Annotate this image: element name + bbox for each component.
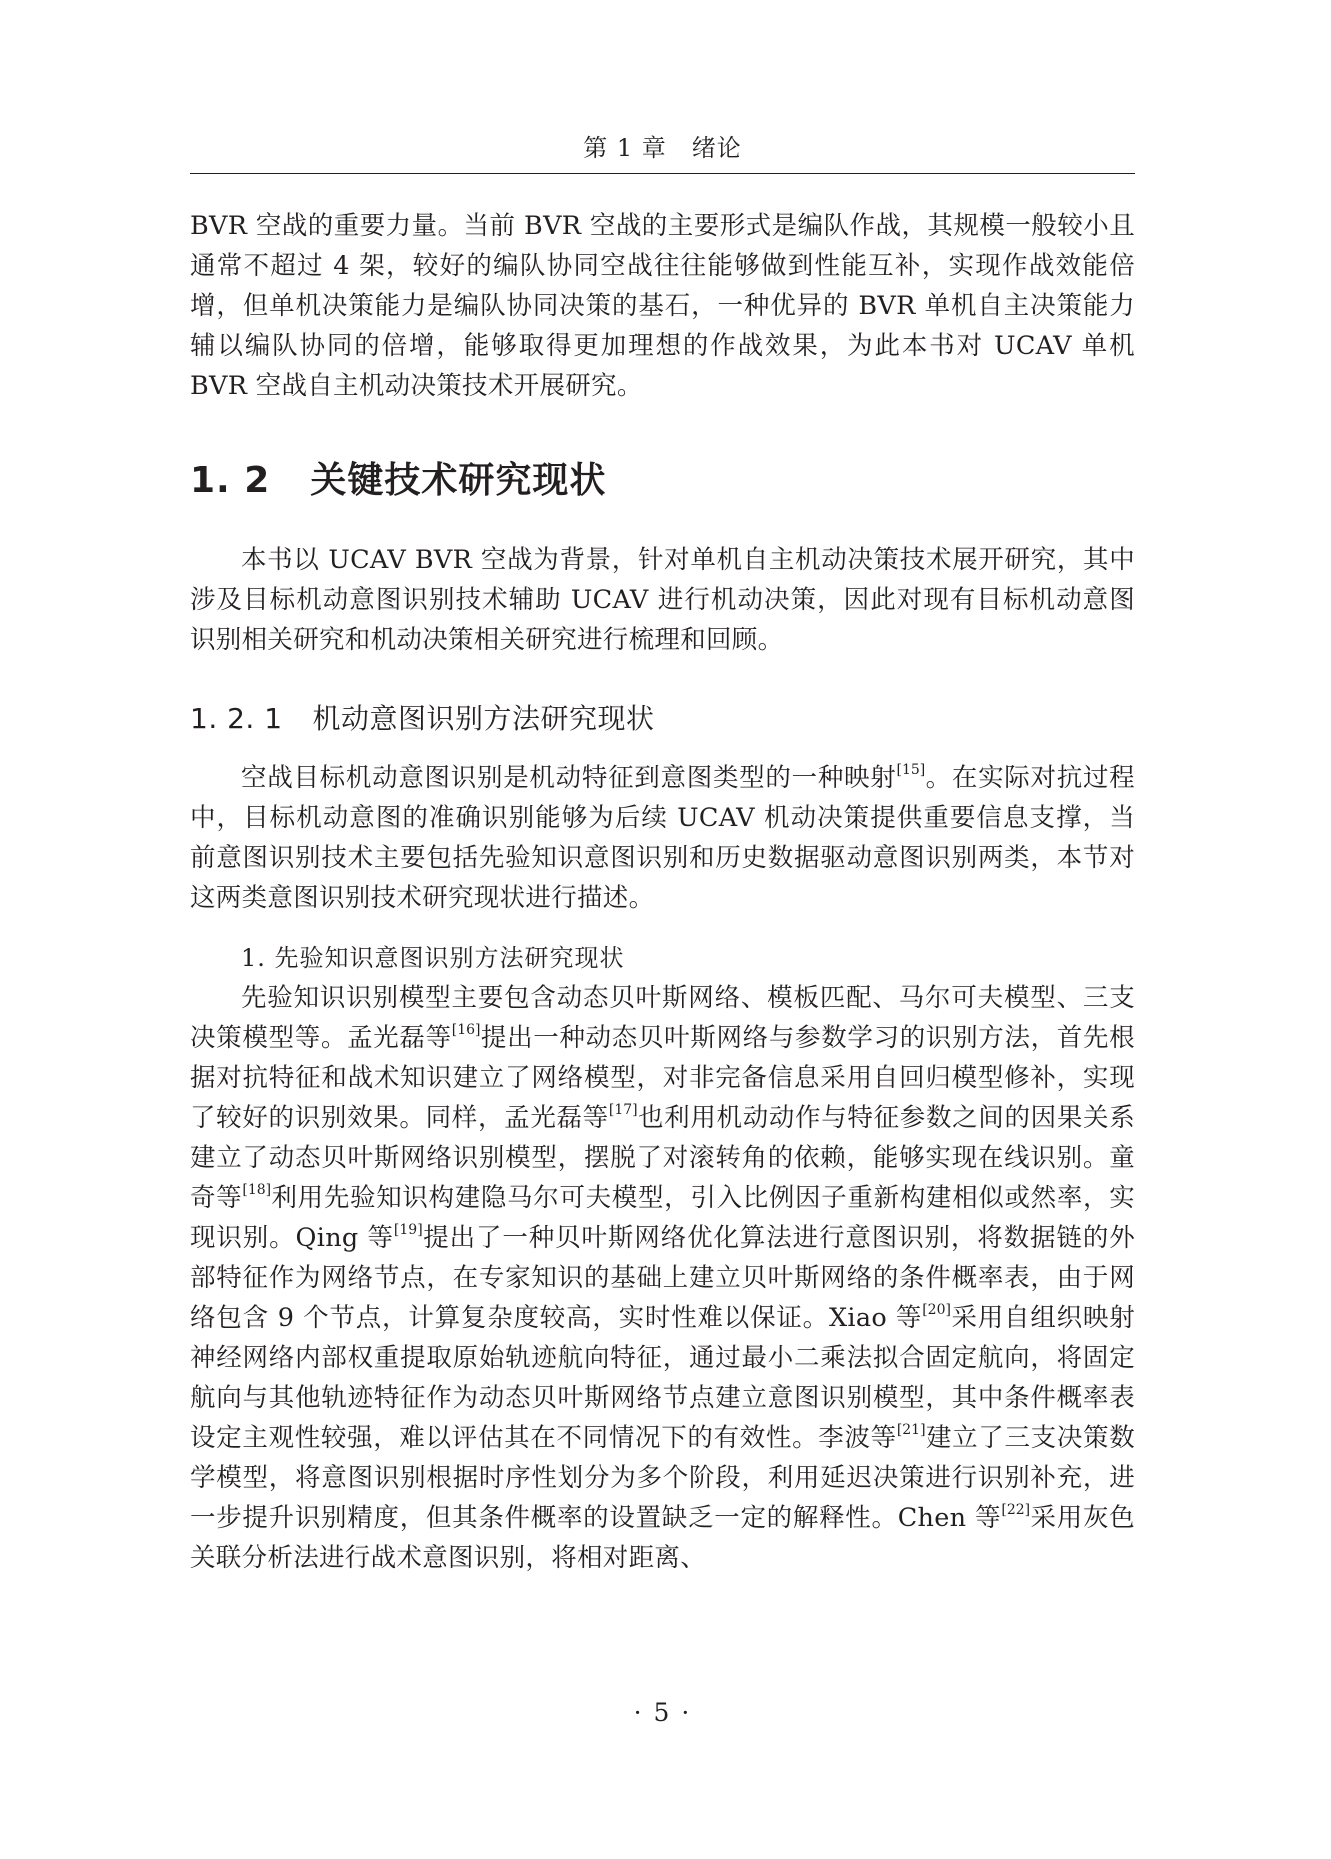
- text-run: 空战目标机动意图识别是机动特征到意图类型的一种映射: [241, 763, 897, 793]
- citation-21: [21]: [896, 1422, 926, 1438]
- intro-paragraph-block: [190, 206, 1135, 406]
- citation-20: [20]: [922, 1302, 951, 1318]
- text-run: 利用先验知识构建隐马尔可夫模型，引入比例因子重新构建相似或然率，实现识别。Qing 等: [190, 1183, 1135, 1253]
- section-heading: [190, 452, 606, 503]
- subsection-title: 机动意图识别方法研究现状: [312, 702, 655, 735]
- list-heading: 1. 先验知识意图识别方法研究现状: [241, 944, 625, 972]
- intro-paragraph: BVR 空战的重要力量。当前 BVR 空战的主要形式是编队作战，其规模一般较小且通常不超过 4 架，较好的编队协同空战往往能够做到性能互补，实现作战效能倍增，但单机决策能力是编队协同决策的基石，一种优异的 BVR 单机自主决策能力辅以编队协同的倍增，能够取得更加理想的作战效果，为此本书对 UCAV 单机 BVR 空战自主机动决策技术开展研究。: [190, 211, 1135, 401]
- citation-22: [22]: [1001, 1502, 1031, 1518]
- section-number: 1. 2: [190, 460, 271, 501]
- section-paragraph: 本书以 UCAV BVR 空战为背景，针对单机自主机动决策技术展开研究，其中涉及目标机动意图识别技术辅助 UCAV 进行机动决策，因此对现有目标机动意图识别相关研究和机动决策相关研究进行梳理和回顾。: [190, 545, 1135, 655]
- citation-19: [19]: [393, 1222, 423, 1238]
- text-run: 提出了一种贝叶斯网络优化算法进行意图识别，将数据链的外部特征作为网络节点，在专家知识的基础上建立贝叶斯网络的条件概率表，由于网络包含 9 个节点，计算复杂度较高，实时性难以保证。Xiao 等: [190, 1223, 1135, 1333]
- section-title: 关键技术研究现状: [310, 460, 607, 501]
- citation-18: [18]: [242, 1182, 272, 1198]
- page-number: · 5 ·: [633, 1698, 692, 1727]
- text-run: 建立了三支决策数学模型，将意图识别根据时序性划分为多个阶段，利用延迟决策进行识别补充，进一步提升识别精度，但其条件概率的设置缺乏一定的解释性。Chen 等: [190, 1423, 1135, 1533]
- running-header: 第 1 章 绪论: [583, 134, 742, 162]
- section-paragraph-block: [190, 540, 1135, 660]
- subsection-number: 1. 2. 1: [190, 702, 283, 735]
- citation-17: [17]: [608, 1102, 638, 1118]
- text-run: 采用自组织映射神经网络内部权重提取原始轨迹航向特征，通过最小二乘法拟合固定航向，将固定航向与其他轨迹特征作为动态贝叶斯网络节点建立意图识别模型，其中条件概率表设定主观性较强，难以评估其在不同情况下的有效性。李波等: [190, 1303, 1135, 1453]
- text-run: 提出一种动态贝叶斯网络与参数学习的识别方法，首先根据对抗特征和战术知识建立了网络模型，对非完备信息采用自回归模型修补，实现了较好的识别效果。同样，孟光磊等: [190, 1023, 1135, 1133]
- long-paragraph-block: [190, 978, 1135, 1578]
- citation-15: [15]: [896, 762, 926, 778]
- subsection-paragraph-block: [190, 758, 1135, 918]
- text-run: 。在实际对抗过程中，目标机动意图的准确识别能够为后续 UCAV 机动决策提供重要信息支撑，当前意图识别技术主要包括先验知识意图识别和历史数据驱动意图识别两类，本节对这两类意图识别技术研究现状进行描述。: [190, 763, 1135, 913]
- header-rule: [190, 173, 1135, 174]
- subsection-heading: [190, 697, 655, 737]
- text-run: 先验知识识别模型主要包含动态贝叶斯网络、模板匹配、马尔可夫模型、三支决策模型等。孟光磊等: [190, 983, 1135, 1053]
- citation-16: [16]: [451, 1022, 481, 1038]
- subsection-paragraph: [190, 758, 1135, 918]
- long-paragraph: [190, 978, 1135, 1578]
- text-run: 也利用机动动作与特征参数之间的因果关系建立了动态贝叶斯网络识别模型，摆脱了对滚转角的依赖，能够实现在线识别。童奇等: [190, 1103, 1135, 1213]
- text-run: 采用灰色关联分析法进行战术意图识别，将相对距离、: [190, 1503, 1135, 1573]
